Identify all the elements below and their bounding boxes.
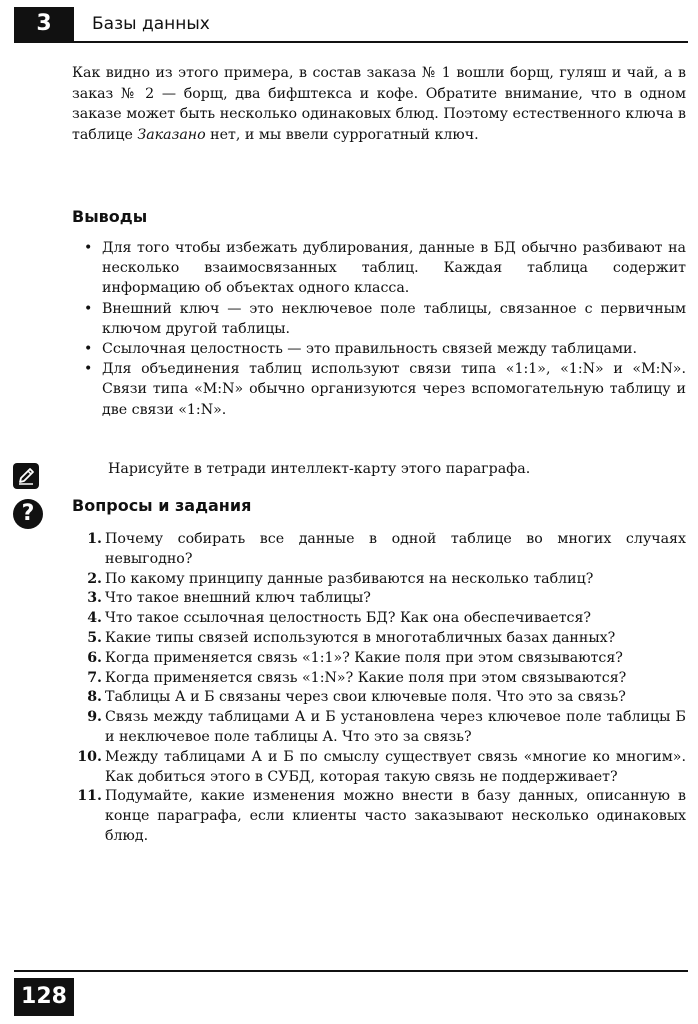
question-number: 5. [87, 629, 102, 646]
intro-italic-word: Заказано [137, 126, 206, 143]
question-item [72, 669, 686, 689]
questions-list [72, 530, 686, 847]
question-text: Подумайте, какие изменения можно внести в базу данных, описанную в конце параграфа, если клиенты часто заказывают несколько одинаковых блюд. [105, 788, 686, 844]
question-number: 3. [87, 590, 102, 607]
question-item [72, 649, 686, 669]
question-text: По какому принципу данные разбиваются на несколько таблиц? [105, 570, 594, 587]
conclusions-title: Выводы [72, 207, 148, 226]
conclusions-list [72, 238, 686, 420]
task-text: Нарисуйте в тетради интеллект-карту этого параграфа. [108, 461, 531, 477]
question-text: Между таблицами А и Б по смыслу существует связь «многие ко многим». Как добиться этого в СУБД, которая такую связь не поддерживает? [105, 748, 686, 785]
question-item [72, 530, 686, 570]
pencil-icon [13, 463, 39, 489]
question-icon: ? [13, 499, 43, 529]
page-number: 128 [14, 978, 74, 1016]
question-item [72, 688, 686, 708]
conclusion-item: • Для того чтобы избежать дублирования, данные в БД обычно разбивают на несколько взаимосвязанных таблиц. Каждая таблица содержит информацию об объектах одного класса. [72, 238, 686, 299]
conclusion-item: • Внешний ключ — это неключевое поле таблицы, связанное с первичным ключом другой таблицы. [72, 299, 686, 339]
question-item [72, 629, 686, 649]
chapter-title: Базы данных [92, 14, 210, 34]
question-number: 10. [77, 748, 102, 765]
question-text: Таблицы А и Б связаны через свои ключевые поля. Что это за связь? [105, 689, 626, 706]
intro-text-after: нет, и мы ввели суррогатный ключ. [205, 126, 479, 143]
conclusion-item: • Для объединения таблиц используют связи типа «1:1», «1:N» и «M:N». Связи типа «M:N» обычно организуются через вспомогательную таблицу и две связи «1:N». [72, 359, 686, 420]
question-number: 2. [87, 570, 102, 587]
question-number: 6. [87, 649, 102, 666]
question-number: 11. [77, 788, 102, 805]
question-text: Когда применяется связь «1:1»? Какие поля при этом связываются? [105, 649, 623, 666]
intro-paragraph [72, 63, 686, 145]
footer-divider [14, 970, 688, 972]
question-item [72, 708, 686, 748]
question-text: Связь между таблицами А и Б установлена через ключевое поле таблицы Б и неключевое поле таблицы А. Что это за связь? [105, 709, 686, 745]
question-number: 4. [87, 610, 102, 627]
page-header [14, 7, 688, 43]
question-text: Какие типы связей используются в многотабличных базах данных? [105, 629, 616, 646]
question-text: Что такое ссылочная целостность БД? Как она обеспечивается? [105, 610, 592, 627]
question-item [72, 748, 686, 788]
question-number: 1. [87, 531, 102, 547]
question-item [72, 609, 686, 629]
question-item [72, 787, 686, 846]
question-number: 7. [87, 669, 102, 686]
question-text: Почему собирать все данные в одной таблице во многих случаях невыгодно? [105, 531, 686, 567]
intro-text-before: Как видно из этого примера, в состав заказа № 1 вошли борщ, гуляш и чай, а в заказ № 2 — борщ, два бифштекса и кофе. Обратите внимание, что в одном заказе может быть несколько одинаковых блюд. Поэтому естественного ключа в таблице [72, 65, 686, 143]
question-item [72, 570, 686, 590]
question-number: 8. [87, 689, 102, 706]
question-text: Что такое внешний ключ таблицы? [105, 590, 371, 607]
chapter-number: 3 [14, 7, 74, 41]
question-text: Когда применяется связь «1:N»? Какие поля при этом связываются? [105, 669, 627, 686]
question-item [72, 589, 686, 609]
questions-title: Вопросы и задания [72, 496, 252, 515]
question-number: 9. [87, 709, 102, 726]
conclusion-item: • Ссылочная целостность — это правильность связей между таблицами. [72, 339, 686, 359]
